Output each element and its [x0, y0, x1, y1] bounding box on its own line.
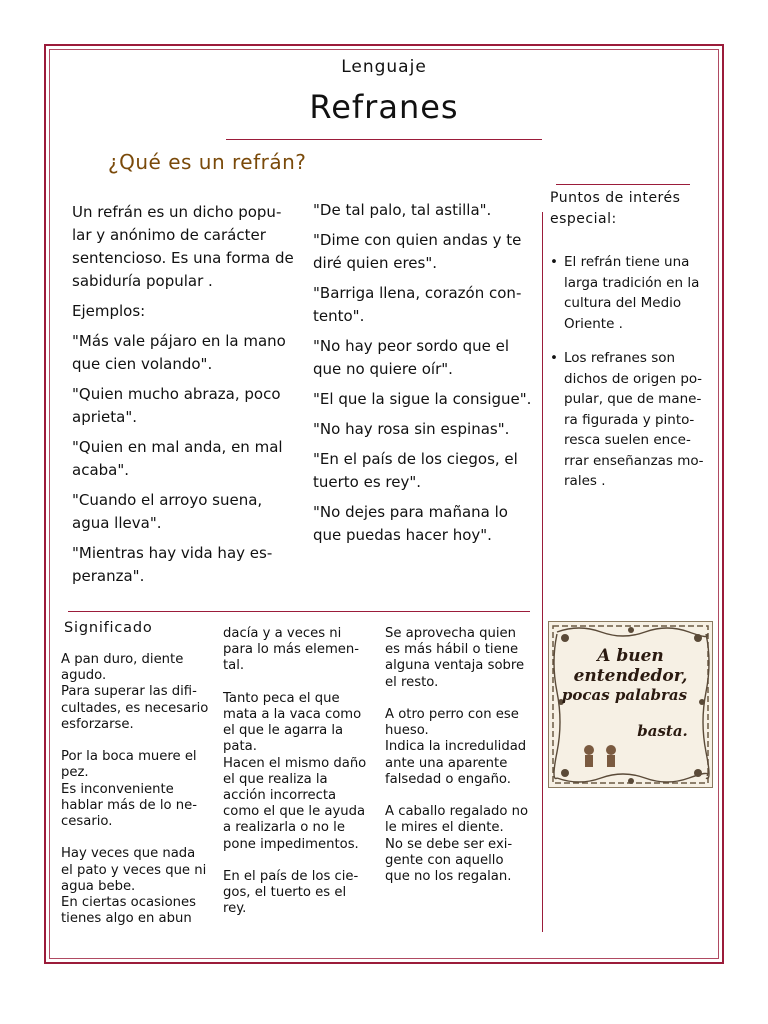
examples-label: Ejemplos: [72, 302, 146, 320]
example-item: "Quien mucho abraza, poco aprieta". [72, 385, 281, 426]
example-item: "En el país de los ciegos, el tuerto es rey". [313, 450, 518, 491]
examples-column [313, 199, 535, 554]
list-item-text: Los refranes son dichos de origen popular, que de manera figurada y pintoresca suelen encerrar enseñanzas morales . [564, 350, 704, 489]
sidebar-divider [556, 184, 690, 185]
page-title: Refranes [309, 88, 459, 126]
example-item: "Barriga llena, corazón contento". [313, 284, 522, 325]
bullet-icon: • [550, 254, 558, 270]
list-item [550, 348, 710, 492]
list-item-text: El refrán tiene una larga tradición en la cultura del Medio Oriente . [564, 254, 700, 332]
illustration-line-2: pocas palabras [561, 686, 688, 704]
bullet-icon: • [550, 350, 558, 366]
example-item: "No dejes para mañana lo que puedas hacer hoy". [313, 503, 508, 544]
meaning-column-1: A pan duro, diente agudo. Para superar las dificultades, es necesario esforzarse. Por la boca muere el pez. Es inconveniente hablar más de lo necesario. Hay veces que nada el pato y veces que ni agua bebe. En ciertas ocasiones tienes algo en abun [61, 652, 209, 927]
example-item: "Mientras hay vida hay esperanza". [72, 544, 273, 585]
title-divider [226, 139, 542, 140]
example-item: "No hay rosa sin espinas". [313, 420, 510, 438]
sidebar-vertical-rule [542, 212, 543, 932]
example-item: "Quien en mal anda, en mal acaba". [72, 438, 283, 479]
illustration-line-3: basta. [637, 722, 688, 740]
subject-label: Lenguaje [341, 57, 427, 77]
example-item: "El que la sigue la consigue". [313, 390, 532, 408]
proverb-illustration [548, 621, 713, 788]
sidebar-title: Puntos de interés especial: [550, 190, 681, 227]
intro-column [72, 201, 294, 595]
meaning-title: Significado [64, 620, 153, 636]
example-item: "Dime con quien andas y te diré quien eres". [313, 231, 522, 272]
section-divider [68, 611, 530, 612]
illustration-line-1: A buen entendedor, [573, 646, 688, 686]
example-item: "Cuando el arroyo suena, agua lleva". [72, 491, 263, 532]
example-item: "No hay peor sordo que el que no quiere oír". [313, 337, 510, 378]
example-item: "Más vale pájaro en la mano que cien volando". [72, 332, 286, 373]
definition-paragraph: Un refrán es un dicho popular y anónimo de carácter sentencioso. Es una forma de sabiduría popular . [72, 203, 294, 290]
meaning-column-3: Se aprovecha quien es más hábil o tiene alguna ventaja sobre el resto. A otro perro con ese hueso. Indica la incredulidad ante una aparente falsedad o engaño. A caballo regalado no le mires el diente. No se debe ser exigente con aquello que no los regalan. [385, 626, 529, 885]
example-item: "De tal palo, tal astilla". [313, 201, 492, 219]
meaning-column-2: dacía y a veces ni para lo más elemental. Tanto peca el que mata a la vaca como el que le agarra la pata. Hacen el mismo daño el que realiza la acción incorrecta como el que le ayuda a realizarla o no le pone impedimentos. En el país de los ciegos, el tuerto es el rey. [223, 626, 367, 917]
sidebar-list [550, 252, 710, 506]
section-heading: ¿Qué es un refrán? [108, 150, 307, 174]
list-item [550, 252, 710, 334]
